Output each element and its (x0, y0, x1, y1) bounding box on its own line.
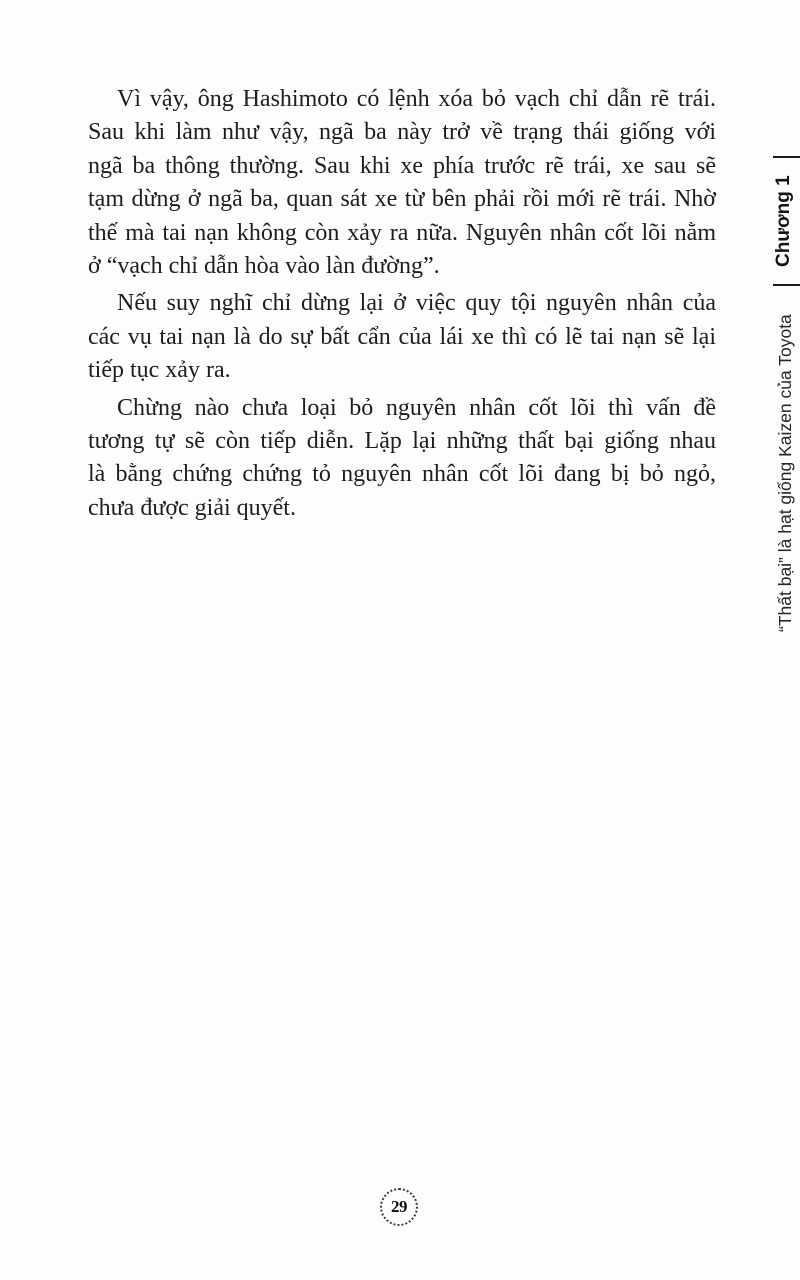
text-line: ngã ba thông thường. Sau khi xe phía trước rẽ trái, xe sau sẽ (88, 152, 716, 179)
margin-tab (754, 0, 800, 700)
page-number: 29 (391, 1197, 407, 1216)
text-line: tạm dừng ở ngã ba, quan sát xe từ bên phải rồi mới rẽ trái. Nhờ (88, 186, 716, 213)
paragraph (88, 392, 716, 526)
text-line: Nếu suy nghĩ chỉ dừng lại ở việc quy tội nguyên nhân của (117, 290, 716, 317)
text-line: ở “vạch chỉ dẫn hòa vào làn đường”. (88, 253, 440, 280)
text-line: tương tự sẽ còn tiếp diễn. Lặp lại những thất bại giống nhau (88, 428, 716, 455)
text-line: các vụ tai nạn là do sự bất cẩn của lái xe thì có lẽ tai nạn sẽ lại (88, 323, 716, 350)
text-line: Vì vậy, ông Hashimoto có lệnh xóa bỏ vạch chỉ dẫn rẽ trái. (117, 86, 716, 112)
paragraph (88, 287, 716, 387)
page-number-badge (380, 1188, 418, 1226)
body-text (88, 83, 716, 529)
paragraph (88, 83, 716, 283)
chapter-title: “Thất bại” là hạt giống Kaizen của Toyota (774, 314, 795, 632)
text-line: Sau khi làm như vậy, ngã ba này trở về trạng thái giống với (88, 119, 716, 146)
text-line: chưa được giải quyết. (88, 494, 296, 521)
text-line: thế mà tai nạn không còn xảy ra nữa. Nguyên nhân cốt lõi nằm (88, 219, 716, 246)
margin-rule-middle (773, 284, 800, 286)
text-line: tiếp tục xảy ra. (88, 357, 231, 384)
text-line: là bằng chứng chứng tỏ nguyên nhân cốt lõi đang bị bỏ ngỏ, (88, 461, 716, 488)
chapter-label: Chương 1 (773, 175, 795, 267)
text-line: Chừng nào chưa loại bỏ nguyên nhân cốt lõi thì vấn đề (117, 394, 716, 421)
